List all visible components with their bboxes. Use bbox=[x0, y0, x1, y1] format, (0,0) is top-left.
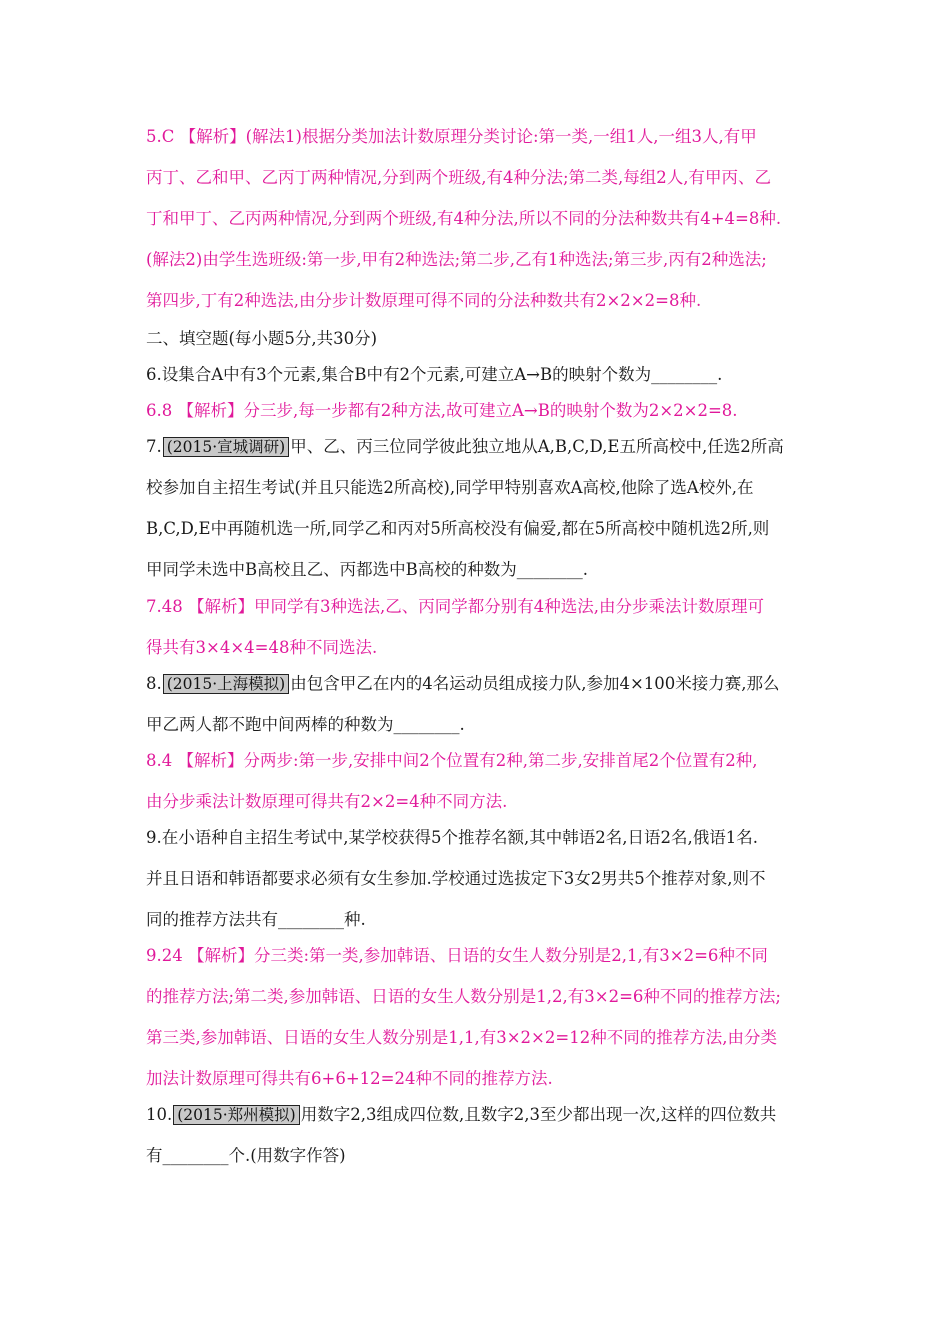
text-line bbox=[146, 167, 820, 189]
text-line bbox=[146, 208, 820, 230]
line-text: 5.C 【解析】(解法1)根据分类加法计数原理分类讨论:第一类,一组1人,一组3人,有甲 bbox=[146, 127, 757, 146]
text-line bbox=[146, 714, 820, 736]
line-text: 并且日语和韩语都要求必须有女生参加.学校通过选拔定下3女2男共5个推荐对象,则不 bbox=[146, 869, 766, 888]
line-text: 丁和甲丁、乙丙两种情况,分到两个班级,有4种分法,所以不同的分法种数共有4+4=8种. bbox=[146, 209, 782, 228]
line-text: 二、填空题(每小题5分,共30分) bbox=[146, 329, 378, 348]
line-text: 甲、乙、丙三位同学彼此独立地从A,B,C,D,E五所高校中,任选2所高 bbox=[290, 437, 784, 456]
text-line bbox=[146, 290, 820, 312]
line-text: 由分步乘法计数原理可得共有2×2=4种不同方法. bbox=[146, 792, 508, 811]
text-line bbox=[146, 637, 820, 659]
text-line bbox=[146, 1068, 820, 1090]
text-line bbox=[146, 909, 820, 931]
line-text: 有________个.(用数字作答) bbox=[146, 1146, 346, 1165]
line-text: B,C,D,E中再随机选一所,同学乙和丙对5所高校没有偏爱,都在5所高校中随机选2所,则 bbox=[146, 519, 770, 538]
line-text: 校参加自主招生考试(并且只能选2所高校),同学甲特别喜欢A高校,他除了选A校外,在 bbox=[146, 478, 754, 497]
line-text: 9.在小语种自主招生考试中,某学校获得5个推荐名额,其中韩语2名,日语2名,俄语1名. bbox=[146, 828, 758, 847]
text-line bbox=[146, 1027, 820, 1049]
line-text: 加法计数原理可得共有6+6+12=24种不同的推荐方法. bbox=[146, 1069, 553, 1088]
text-line bbox=[146, 750, 820, 772]
line-text: 丙丁、乙和甲、乙丙丁两种情况,分到两个班级,有4种分法;第二类,每组2人,有甲丙、乙 bbox=[146, 168, 772, 187]
line-text: 甲同学未选中B高校且乙、丙都选中B高校的种数为________. bbox=[146, 560, 588, 579]
text-line bbox=[146, 249, 820, 271]
text-line bbox=[146, 477, 820, 499]
text-line bbox=[146, 328, 820, 350]
text-line bbox=[146, 518, 820, 540]
line-text: 用数字2,3组成四位数,且数字2,3至少都出现一次,这样的四位数共 bbox=[300, 1105, 777, 1124]
line-text: (解法2)由学生选班级:第一步,甲有2种选法;第二步,乙有1种选法;第三步,丙有2种选法; bbox=[146, 250, 767, 269]
text-line bbox=[146, 436, 820, 458]
text-line bbox=[146, 673, 820, 695]
source-tag: (2015·宣城调研) bbox=[163, 437, 289, 457]
line-text: 同的推荐方法共有________种. bbox=[146, 910, 366, 929]
question-number: 8. bbox=[146, 674, 162, 693]
question-number: 7. bbox=[146, 437, 162, 456]
line-text: 由包含甲乙在内的4名运动员组成接力队,参加4×100米接力赛,那么 bbox=[290, 674, 780, 693]
text-line bbox=[146, 559, 820, 581]
text-line bbox=[146, 596, 820, 618]
line-text: 9.24 【解析】分三类:第一类,参加韩语、日语的女生人数分别是2,1,有3×2=6种不同 bbox=[146, 946, 768, 965]
line-text: 6.设集合A中有3个元素,集合B中有2个元素,可建立A→B的映射个数为________. bbox=[146, 365, 723, 384]
text-line bbox=[146, 868, 820, 890]
line-text: 甲乙两人都不跑中间两棒的种数为________. bbox=[146, 715, 465, 734]
text-line bbox=[146, 791, 820, 813]
question-number: 10. bbox=[146, 1105, 173, 1124]
text-line bbox=[146, 945, 820, 967]
line-text: 6.8 【解析】分三步,每一步都有2种方法,故可建立A→B的映射个数为2×2×2=8. bbox=[146, 401, 738, 420]
text-line bbox=[146, 986, 820, 1008]
text-line bbox=[146, 126, 820, 148]
source-tag: (2015·郑州模拟) bbox=[173, 1105, 299, 1125]
text-line bbox=[146, 1104, 820, 1126]
line-text: 的推荐方法;第二类,参加韩语、日语的女生人数分别是1,2,有3×2=6种不同的推荐方法; bbox=[146, 987, 781, 1006]
text-line bbox=[146, 400, 820, 422]
line-text: 得共有3×4×4=48种不同选法. bbox=[146, 638, 378, 657]
line-text: 第四步,丁有2种选法,由分步计数原理可得不同的分法种数共有2×2×2=8种. bbox=[146, 291, 702, 310]
source-tag: (2015·上海模拟) bbox=[163, 674, 289, 694]
text-line bbox=[146, 827, 820, 849]
line-text: 第三类,参加韩语、日语的女生人数分别是1,1,有3×2×2=12种不同的推荐方法,由分类 bbox=[146, 1028, 777, 1047]
line-text: 8.4 【解析】分两步:第一步,安排中间2个位置有2种,第二步,安排首尾2个位置有2种, bbox=[146, 751, 758, 770]
line-text: 7.48 【解析】甲同学有3种选法,乙、丙同学都分别有4种选法,由分步乘法计数原理可 bbox=[146, 597, 764, 616]
text-line bbox=[146, 1145, 820, 1167]
text-line bbox=[146, 364, 820, 386]
